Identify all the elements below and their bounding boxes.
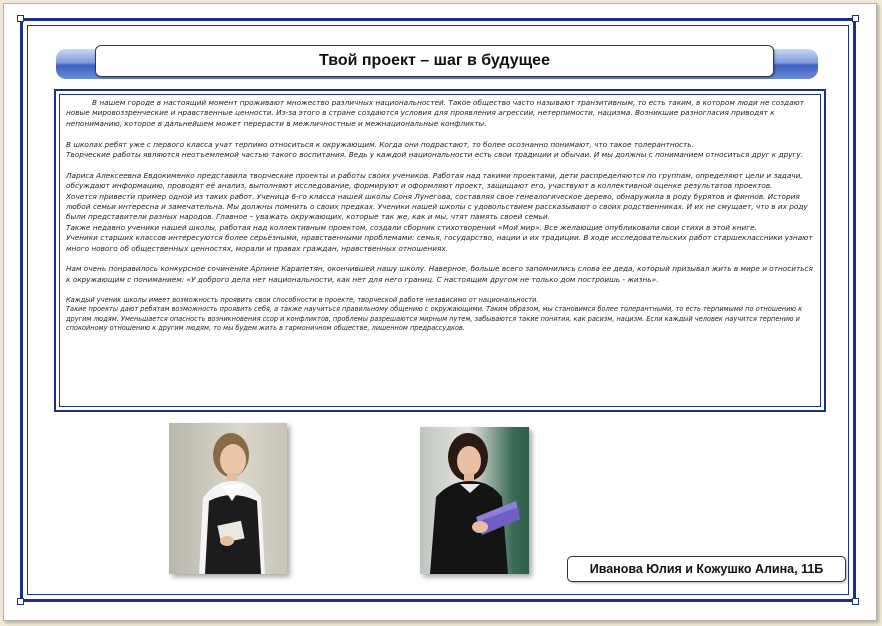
paragraph: Нам очень понравилось конкурсное сочинение Арпине Карапетян, окончившей нашу школу. Наверное, больше всего запомнились слова ее деда, который призывал жить в мире и относиться к окружающим с пониманием: «У доброго дела нет национальности, как нет для него границ. С настоящим другом не только дом построишь - жизнь». bbox=[66, 264, 813, 284]
student-photo-2-illustration bbox=[420, 427, 529, 574]
paragraph: В нашем городе в настоящий момент проживают множество различных национальностей. Такое общество часто называют транзитивным, то есть таким, в котором люди не создают новые мировоззренческие и нравственные ценности. Из-за этого в стране создаются условия для проявления агрессии, нетерпимости, нацизма. Возникшие разногласия приводят к непониманию, которое в дальнейшем может перерасти в межличностные и межнациональные конфликты. bbox=[66, 98, 804, 128]
paragraph: Также недавно ученики нашей школы, работая над коллективным проектом, создали сборник стихотворений «Мой мир». Все желающие опубликовали свои стихи в этой книге. bbox=[66, 222, 757, 232]
author-caption: Иванова Юлия и Кожушко Алина, 11Б bbox=[567, 556, 846, 582]
student-photo-1 bbox=[169, 423, 287, 574]
corner-marker bbox=[17, 598, 24, 605]
paragraph: Такие проекты дают ребятам возможность проявить себя, а также научиться правильному общению с окружающими. Таким образом, мы становимся более толерантными, то есть терпимыми по отношению к другим людям. Уменьшается опасность возникновения ссор и конфликтов, проблемы разрешаются мирным путем, забываются такие понятия, как расизм, нацизм. Если каждый человек научится терпению и спокойному отношению к другим людям, то мы будем жить в гармоничном обществе, лишенном предрассудков. bbox=[66, 305, 803, 333]
corner-marker bbox=[852, 598, 859, 605]
corner-marker bbox=[17, 15, 24, 22]
paragraph: Лариса Алексеевна Евдокименко представила творческие проекты и работы своих учеников. Работая над такими проектами, дети распределяются по группам, определяют цели и задачи, обсуждают информацию, проводят её анализ, выполняют исследование, формируют и оформляют проект, защищают его, участвуют в коллективной оценке результатов проектов. bbox=[66, 170, 803, 191]
page-title: Твой проект – шаг в будущее bbox=[95, 45, 774, 77]
student-photo-1-illustration bbox=[169, 423, 287, 574]
corner-marker bbox=[852, 15, 859, 22]
paragraph: Каждый ученик школы имеет возможность проявить свои способности в проекте, творческой работе независимо от национальности. bbox=[66, 295, 539, 304]
paragraph: Ученики старших классов интересуются более серьёзными, нравственными проблемами: семья, государство, нации и их традиции. В ходе исследовательских работ старшеклассники узнают много нового об общественных ценностях, морали и правах граждан, нравственных отношениях. bbox=[66, 233, 813, 253]
paragraph: Хочется привести пример одной из таких работ. Ученица 6-го класса нашей школы Соня Лунегова, составляя свое генеалогическое дерево, обнаружила в роду бурятов и финнов. История любой семьи интересна и замечательна. Мы должны помнить о своих предках. Ученики нашей школы с удовольствием рассказывают о своих родственниках. И их не смущает, что в их роду были представители разных народов. Главное – уважать окружающих, которые так же, как и мы, чтят память своей семьи. bbox=[66, 191, 808, 222]
paragraph: В школах ребят уже с первого класса учат терпимо относиться к окружающим. Когда они подрастают, то более осознанно понимают, что такое толерантность. bbox=[66, 139, 694, 149]
article-text bbox=[66, 98, 818, 406]
student-photo-2 bbox=[420, 427, 529, 574]
paragraph: Творческие работы являются неотъемлемой частью такого воспитания. Ведь у каждой национальности есть свои традиции и обычаи. И мы должны с пониманием относиться друг к другу. bbox=[66, 150, 803, 160]
